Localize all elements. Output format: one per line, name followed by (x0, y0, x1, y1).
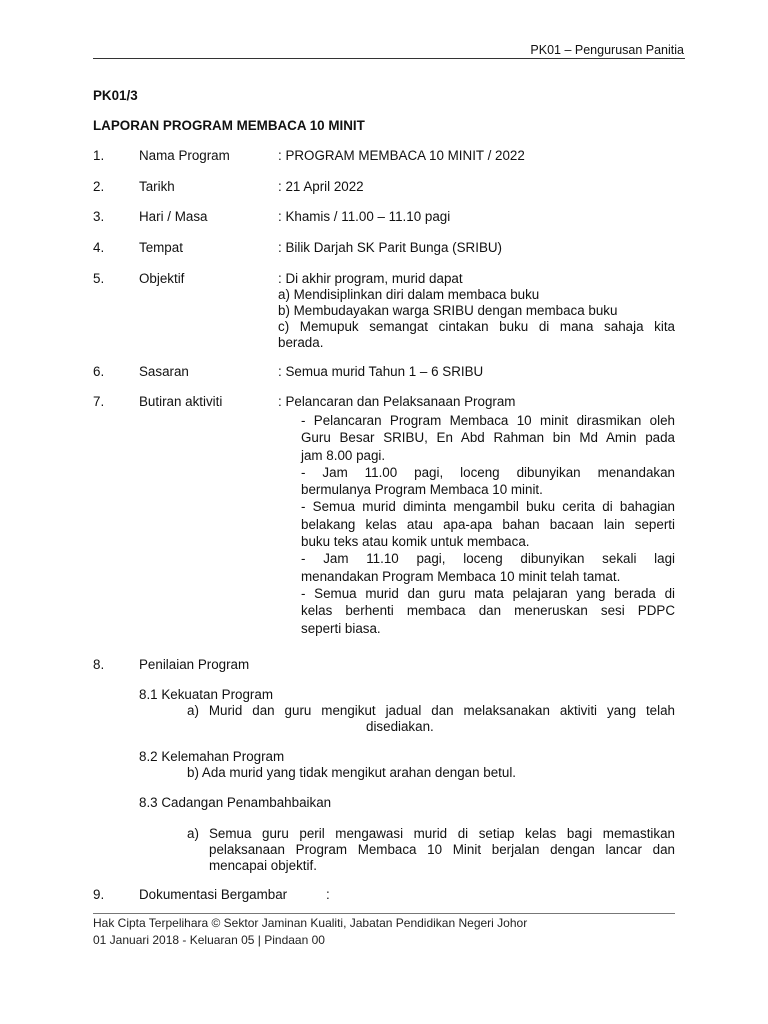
item-value-butiran-aktiviti: : Pelancaran dan Pelaksanaan Program (278, 394, 516, 409)
footer-divider (93, 913, 675, 914)
butiran-line: belakang kelas atau apa-apa bahan bacaan lain seperti (301, 516, 675, 532)
item-number: 2. (93, 179, 105, 194)
objektif-line: b) Membudayakan warga SRIBU dengan membaca buku (278, 303, 618, 318)
butiran-line: seperti biasa. (301, 620, 381, 636)
item-value-objektif: : Di akhir program, murid dapat (278, 271, 463, 286)
footer-copyright: Hak Cipta Terpelihara © Sektor Jaminan Kualiti, Jabatan Pendidikan Negeri Johor (93, 916, 528, 930)
butiran-line: Guru Besar SRIBU, En Abd Rahman bin Md Amin pada (301, 430, 675, 446)
butiran-line: - Semua murid dan guru mata pelajaran yang berada di (301, 585, 675, 601)
document-title: LAPORAN PROGRAM MEMBACA 10 MINIT (93, 118, 365, 133)
item-value-nama-program: : PROGRAM MEMBACA 10 MINIT / 2022 (278, 148, 525, 163)
cadangan-line: mencapai objektif. (209, 858, 317, 873)
item-label-sasaran: Sasaran (139, 364, 189, 379)
item-label-tarikh: Tarikh (139, 179, 175, 194)
footer-issue-info: 01 Januari 2018 - Keluaran 05 | Pindaan 00 (93, 933, 325, 947)
item-label-tempat: Tempat (139, 240, 183, 255)
item-value-dokumentasi-bergambar: : (326, 887, 330, 902)
kekuatan-line-continued: disediakan. (366, 719, 434, 734)
kelemahan-program-text: b) Ada murid yang tidak mengikut arahan dengan betul. (187, 765, 517, 780)
item-value-sasaran: : Semua murid Tahun 1 – 6 SRIBU (278, 364, 484, 379)
butiran-line: - Jam 11.00 pagi, loceng dibunyikan menandakan (301, 464, 675, 480)
item-number: 3. (93, 209, 105, 224)
item-value-tarikh: : 21 April 2022 (278, 179, 364, 194)
item-number: 9. (93, 887, 105, 902)
butiran-line: - Pelancaran Program Membaca 10 minit dirasmikan oleh (301, 413, 675, 428)
objektif-list (278, 287, 675, 351)
item-value-tempat: : Bilik Darjah SK Parit Bunga (SRIBU) (278, 240, 502, 255)
objektif-line: berada. (278, 335, 324, 350)
item-label-nama-program: Nama Program (139, 148, 230, 163)
butiran-line: buku teks atau komik untuk membaca. (301, 534, 530, 550)
document-header-title: PK01 – Pengurusan Panitia (530, 43, 684, 57)
item-label-butiran-aktiviti: Butiran aktiviti (139, 394, 223, 409)
item-label-dokumentasi-bergambar: Dokumentasi Bergambar (139, 887, 288, 902)
item-number: 1. (93, 148, 105, 163)
kelemahan-program-heading: 8.2 Kelemahan Program (139, 749, 285, 764)
kekuatan-line: a) Murid dan guru mengikut jadual dan melaksanakan aktiviti yang telah (187, 703, 675, 718)
butiran-aktiviti-details (301, 412, 675, 637)
item-label-hari-masa: Hari / Masa (139, 209, 208, 224)
kekuatan-program-text (187, 703, 675, 719)
item-number: 6. (93, 364, 105, 379)
item-number: 5. (93, 271, 105, 286)
butiran-line: bermulanya Program Membaca 10 minit. (301, 482, 543, 498)
item-number: 7. (93, 394, 105, 409)
item-value-hari-masa: : Khamis / 11.00 – 11.10 pagi (278, 209, 451, 224)
cadangan-penambahbaikan-text (209, 826, 675, 874)
document-reference: PK01/3 (93, 88, 138, 103)
objektif-line: a) Mendisiplinkan diri dalam membaca buku (278, 287, 540, 302)
item-number: 4. (93, 240, 105, 255)
butiran-line: kelas berhenti membaca dan meneruskan sesi PDPC (301, 603, 675, 619)
kekuatan-program-heading: 8.1 Kekuatan Program (139, 687, 273, 702)
cadangan-marker: a) (187, 826, 199, 841)
header-divider (93, 58, 685, 59)
item-label-penilaian-program: Penilaian Program (139, 657, 250, 672)
butiran-line: - Semua murid diminta mengambil buku cerita di bahagian (301, 499, 675, 515)
butiran-line: - Jam 11.10 pagi, loceng dibunyikan sekali lagi (301, 551, 675, 567)
item-number: 8. (93, 657, 105, 672)
cadangan-line: Semua guru peril mengawasi murid di setiap kelas bagi memastikan (209, 826, 675, 841)
cadangan-line: pelaksanaan Program Membaca 10 Minit berjalan dengan lancar dan (209, 842, 675, 857)
butiran-line: jam 8.00 pagi. (301, 447, 386, 463)
item-label-objektif: Objektif (139, 271, 185, 286)
objektif-line: c) Memupuk semangat cintakan buku di mana sahaja kita (278, 319, 675, 334)
butiran-line: menandakan Program Membaca 10 minit telah tamat. (301, 568, 621, 584)
cadangan-penambahbaikan-heading: 8.3 Cadangan Penambahbaikan (139, 795, 332, 810)
